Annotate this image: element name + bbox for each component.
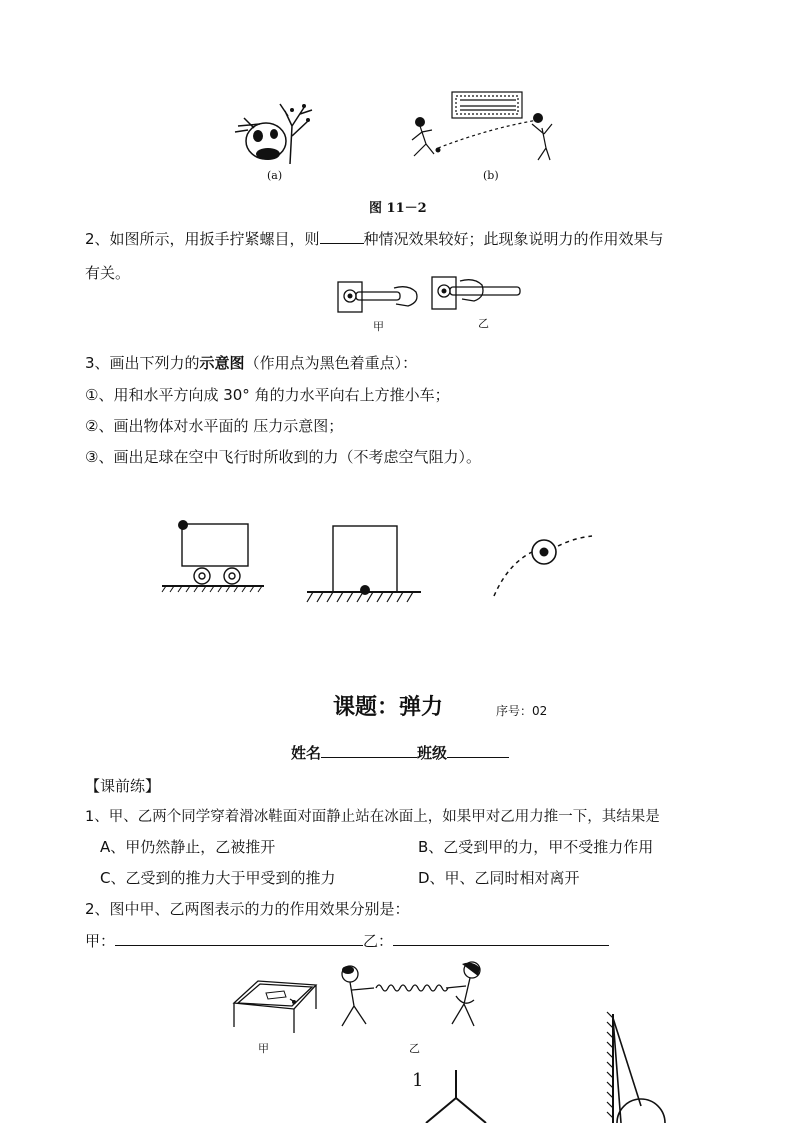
name-blank[interactable] xyxy=(321,743,417,758)
q2-text-before: 2、如图所示，用扳手拧紧螺目，则 xyxy=(85,230,320,248)
p1-option-b[interactable]: B、乙受到甲的力，甲不受推力作用 xyxy=(418,838,654,856)
p1-question: 1、甲、乙两个同学穿着滑冰鞋面对面静止站在冰面上，如果甲对乙用力推一下，其结果是 xyxy=(85,809,660,825)
q3-item1: ①、用和水平方向成 30° 角的力水平向右上方推小车； xyxy=(85,386,450,404)
p1-option-c[interactable]: C、乙受到的推力大于甲受到的推力 xyxy=(100,869,336,887)
figure-caption: 图 11－2 xyxy=(369,201,427,216)
q3-item3: ③、画出足球在空中飞行时所收到的力（不考虑空气阻力）。 xyxy=(85,448,481,466)
p1-option-a[interactable]: A、甲仍然静止，乙被推开 xyxy=(100,838,276,856)
class-label: 班级 xyxy=(417,744,448,762)
p2-yi-label: 乙： xyxy=(363,932,394,950)
figure-11-2b-illustration xyxy=(400,88,580,168)
cart-action-point xyxy=(178,520,188,530)
lesson-serial: 序号：02 xyxy=(496,704,548,718)
tripod-figure-partial xyxy=(420,1070,500,1123)
block-action-point xyxy=(360,585,370,595)
wrench-label-jia: 甲 xyxy=(373,320,384,333)
p2-jia-blank[interactable] xyxy=(115,931,363,946)
block-diagram xyxy=(305,520,425,610)
class-blank[interactable] xyxy=(447,743,509,758)
q3-prefix: 3、画出下列力的 xyxy=(85,354,200,372)
p1-option-d[interactable]: D、甲、乙同时相对离开 xyxy=(418,869,580,887)
fig-yi-label: 乙 xyxy=(409,1042,420,1055)
wrench-label-yi: 乙 xyxy=(478,317,489,330)
section-heading: 【课前练】 xyxy=(85,777,161,795)
q2-line2: 有关。 xyxy=(85,264,131,282)
q2-text-after: 种情况效果较好；此现象说明力的作用效果与 xyxy=(363,230,664,248)
p2-yi-blank[interactable] xyxy=(393,931,609,946)
lesson-title: 课题：弹力 xyxy=(333,695,444,720)
wrench-figure-yi xyxy=(430,275,525,315)
page-number: 1 xyxy=(412,1070,424,1091)
football-action-point xyxy=(540,548,549,557)
figure-b-label: (b) xyxy=(483,169,499,182)
wall-pendulum-figure-partial xyxy=(595,1010,675,1123)
student-info-row xyxy=(291,742,509,763)
q3-header xyxy=(85,352,417,373)
q3-suffix: （作用点为黑色着重点）： xyxy=(244,354,418,372)
spring-pull-figure-yi xyxy=(330,960,490,1035)
figure-11-2a-illustration xyxy=(230,96,320,166)
figure-a-label: (a) xyxy=(267,169,283,182)
p2-question: 2、图中甲、乙两图表示的力的作用效果分别是： xyxy=(85,900,410,918)
p2-answer-row xyxy=(85,930,609,951)
wrench-figure-jia xyxy=(336,278,426,318)
fig-jia-label: 甲 xyxy=(258,1042,269,1055)
q2-line1 xyxy=(85,228,664,249)
q3-item2: ②、画出物体对水平面的 压力示意图； xyxy=(85,417,344,435)
q3-emphasis: 示意图 xyxy=(199,354,245,372)
cart-diagram xyxy=(160,515,270,600)
q2-answer-blank[interactable] xyxy=(320,229,364,244)
name-label: 姓名 xyxy=(291,744,322,762)
table-figure-jia xyxy=(228,975,320,1037)
p2-jia-label: 甲： xyxy=(85,932,116,950)
football-diagram xyxy=(488,530,598,605)
